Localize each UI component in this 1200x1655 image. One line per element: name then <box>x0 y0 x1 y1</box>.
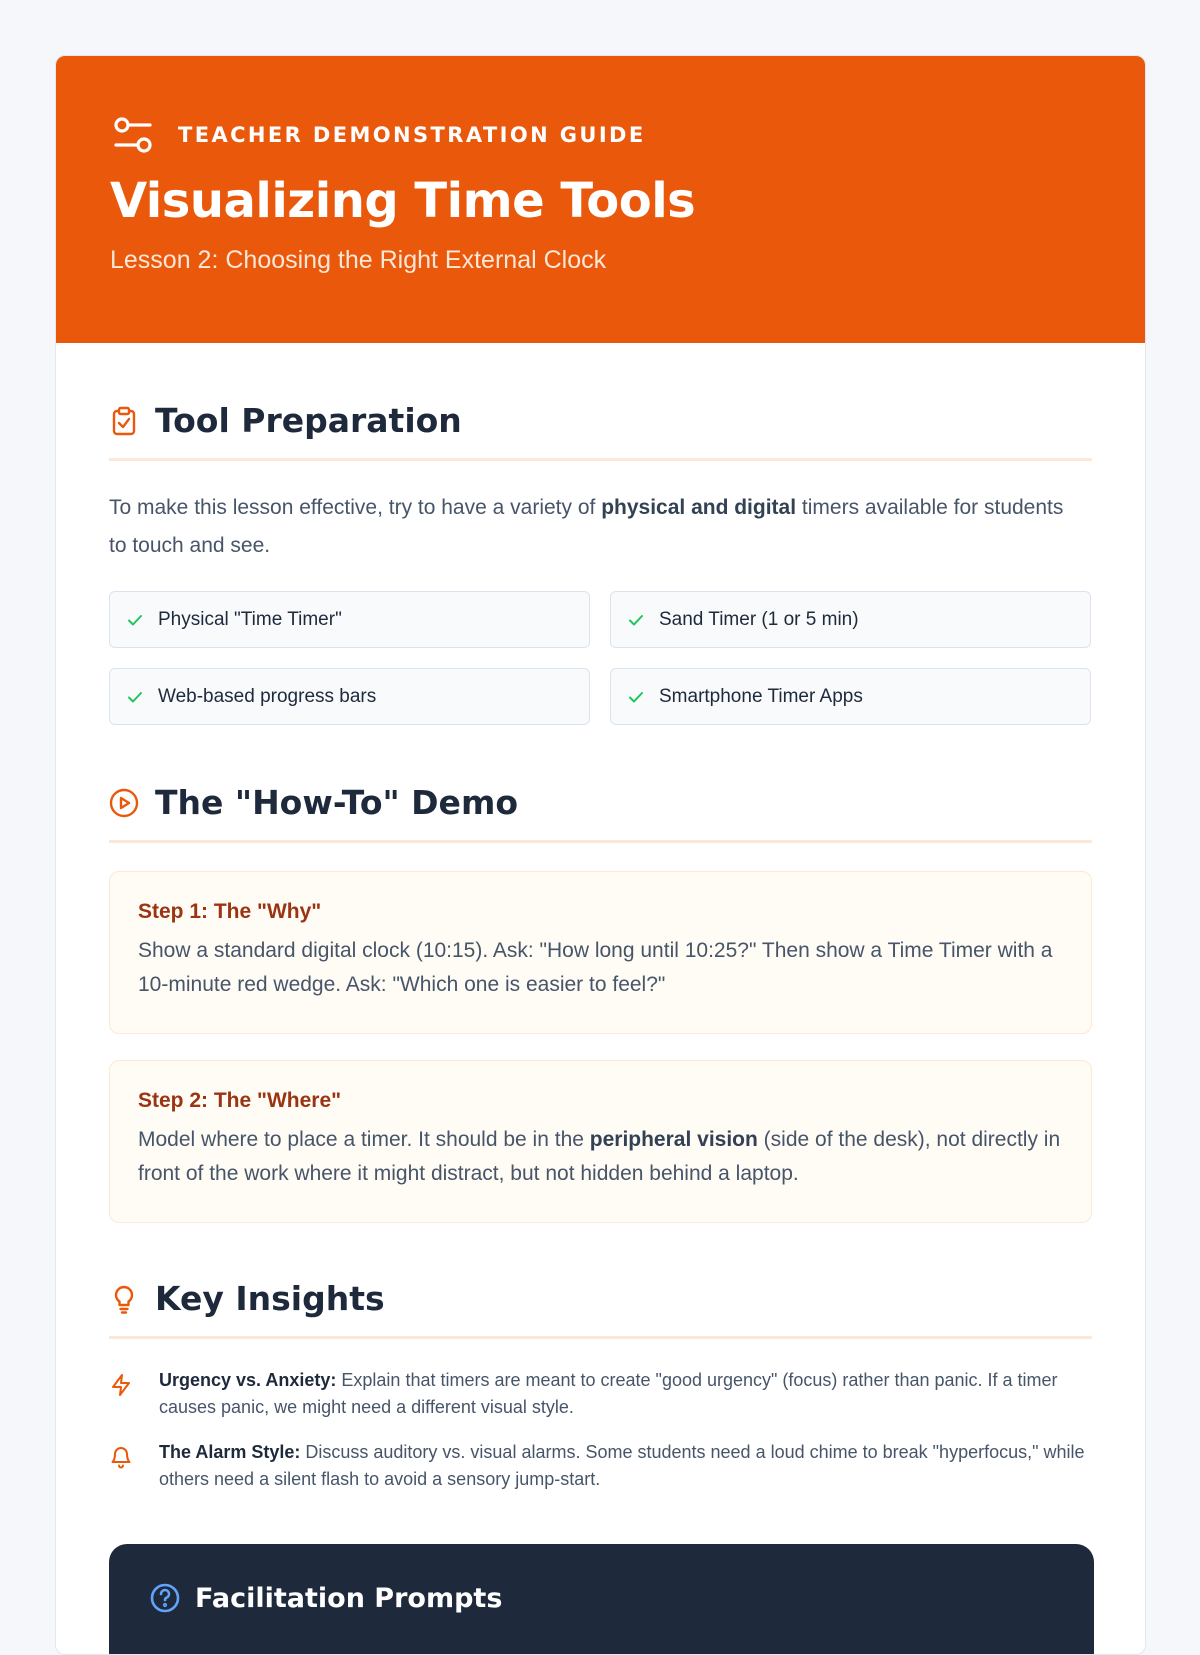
page-title: Visualizing Time Tools <box>110 173 696 229</box>
checklist-item <box>610 668 1091 725</box>
intro-text-end: timers available for students to touch and see. <box>109 496 1064 557</box>
demo-step <box>109 1060 1092 1223</box>
checklist-label: Web-based progress bars <box>158 685 377 707</box>
lesson-card <box>55 55 1146 1655</box>
checklist-item <box>109 668 590 725</box>
insight-text <box>159 1367 1092 1421</box>
section-title: The "How-To" Demo <box>155 783 518 822</box>
section-insights-header <box>109 1279 1092 1339</box>
lesson-body <box>56 401 1145 1493</box>
lightning-icon <box>109 1373 133 1397</box>
checklist-item <box>109 591 590 648</box>
checklist-label: Sand Timer (1 or 5 min) <box>659 608 859 630</box>
step-text-part: Model where to place a timer. It should be in the <box>138 1128 590 1151</box>
bell-icon <box>109 1445 133 1469</box>
clipboard-check-icon <box>109 406 139 436</box>
checklist-label: Physical "Time Timer" <box>158 608 342 630</box>
section-demo-header <box>109 783 1092 843</box>
preparation-intro <box>109 489 1079 565</box>
insight-label: The Alarm Style: <box>159 1442 301 1462</box>
eyebrow <box>110 112 1091 158</box>
checklist-label: Smartphone Timer Apps <box>659 685 863 707</box>
insight-item <box>109 1439 1092 1493</box>
insight-body: Explain that timers are meant to create "good urgency" (focus) rather than panic. If a timer causes panic, we might need a different visual style. <box>159 1370 1058 1417</box>
section-title: Key Insights <box>155 1279 385 1318</box>
section-title: Tool Preparation <box>155 401 462 440</box>
check-icon <box>126 688 144 706</box>
step-title: Step 2: The "Where" <box>138 1089 342 1112</box>
intro-emphasis: physical and digital <box>601 496 797 519</box>
facilitation-prompts-header <box>149 1582 1054 1614</box>
insight-item <box>109 1367 1092 1421</box>
check-icon <box>627 611 645 629</box>
step-title: Step 1: The "Why" <box>138 900 322 923</box>
lesson-header <box>56 56 1145 343</box>
insight-text <box>159 1439 1092 1493</box>
step-text-part: (side of the desk), not directly in front of the work where it might distract, but not hidden behind a laptop. <box>138 1128 1061 1185</box>
demo-step <box>109 871 1092 1034</box>
tool-checklist <box>109 591 1092 725</box>
insight-label: Urgency vs. Anxiety: <box>159 1370 337 1390</box>
check-icon <box>627 688 645 706</box>
play-circle-icon <box>109 788 139 818</box>
step-text-part: Show a standard digital clock (10:15). Ask: "How long until 10:25?" Then show a Time Timer with a 10-minute red wedge. Ask: "Which one is easier to feel?" <box>138 939 1053 996</box>
check-icon <box>126 611 144 629</box>
section-title: Facilitation Prompts <box>195 1582 503 1614</box>
checklist-item <box>610 591 1091 648</box>
sliders-icon <box>110 112 156 158</box>
eyebrow-label: TEACHER DEMONSTRATION GUIDE <box>178 123 646 147</box>
section-tool-preparation-header <box>109 401 1092 461</box>
insight-body: Discuss auditory vs. visual alarms. Some students need a loud chime to break "hyperfocus," while others need a silent flash to avoid a sensory jump-start. <box>159 1442 1085 1489</box>
help-circle-icon <box>149 1582 181 1614</box>
intro-text: To make this lesson effective, try to have a variety of <box>109 496 602 519</box>
lightbulb-icon <box>109 1284 139 1314</box>
page-subtitle: Lesson 2: Choosing the Right External Clock <box>110 246 607 274</box>
step-text <box>138 934 1065 1002</box>
step-text <box>138 1123 1065 1191</box>
step-text-emphasis: peripheral vision <box>589 1128 758 1151</box>
